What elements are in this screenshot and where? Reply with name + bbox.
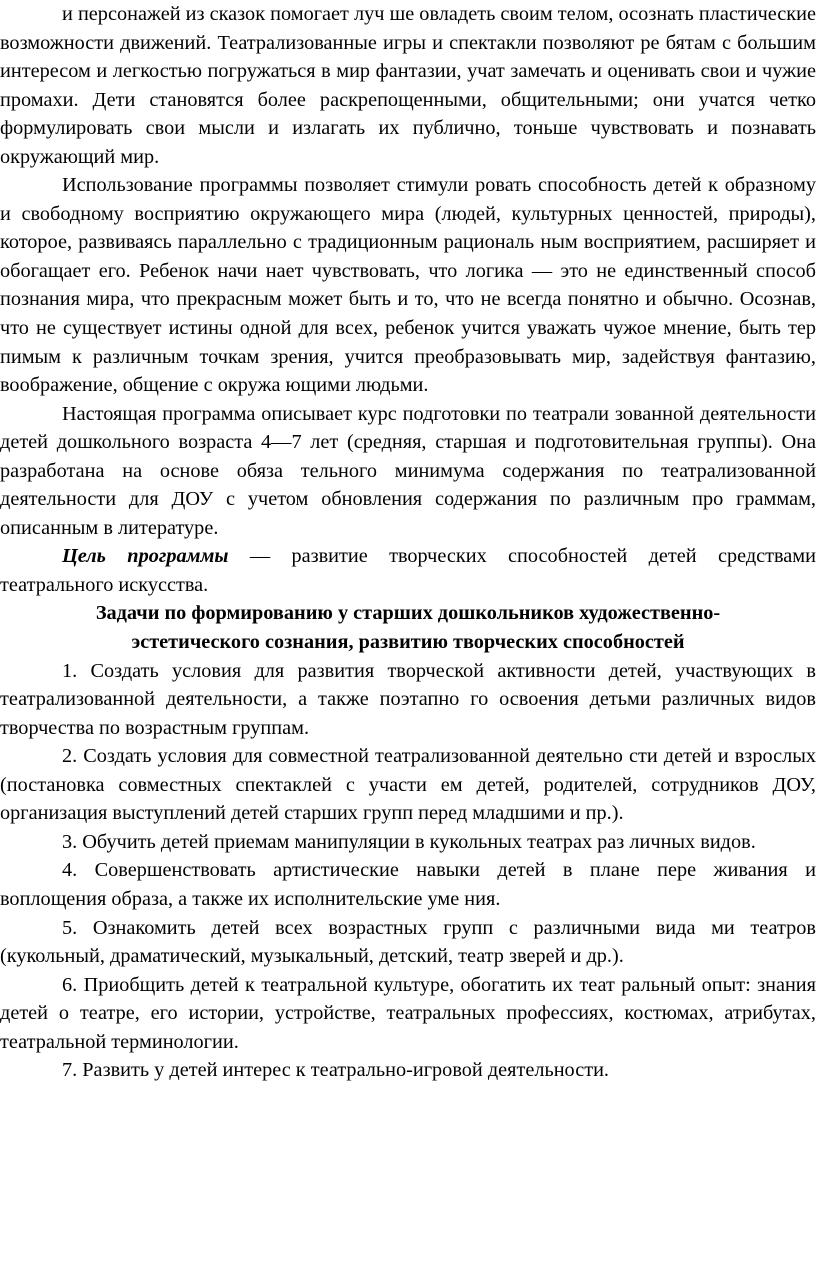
task-item-4: 4. Совершенствовать артистические навыки детей в плане пере живания и воплощения образа, а также их исполнительские уме ния. bbox=[0, 859, 816, 910]
task-item-3: 3. Обучить детей приемам манипуляции в кукольных театрах раз личных видов. bbox=[62, 830, 756, 853]
tasks-heading-line2: эстетического сознания, развитию творческих способностей bbox=[131, 631, 685, 654]
paragraph-program-course: Настоящая программа описывает курс подготовки по театрали зованной деятельности детей дошкольного возраста 4—7 лет (средняя, старшая и подготовительная группы). Она разработана на основе обяза тельного минимума содержания по театрализованной деятельности для ДОУ с учетом обновления содержания по различным про граммам, описанным в литературе. bbox=[0, 402, 816, 539]
task-item-7: 7. Развить у детей интерес к театрально-игровой деятельности. bbox=[62, 1059, 609, 1082]
paragraph-intro: и персонажей из сказок помогает луч ше овладеть своим телом, осознать пластические возможности движений. Театрализованные игры и спектакли позволяют ре бятам с большим интересом и легкостью погружаться в мир фантазии, учат замечать и оценивать свои и чужие промахи. Дети становятся более раскрепощенными, общительными; они учатся четко формулировать свои мысли и излагать их публично, тоньше чувствовать и познавать окружающий мир. bbox=[0, 3, 816, 168]
tasks-heading-line1: Задачи по формированию у старших дошкольников художественно- bbox=[95, 602, 721, 625]
goal-text: — развитие творческих способностей детей средствами театрального искусства. bbox=[0, 545, 816, 596]
paragraph-goal bbox=[0, 542, 816, 599]
task-item-1: 1. Создать условия для развития творческой активности детей, участвующих в театрализованной деятельности, а также поэтапно го освоения детьми различных видов творчества по возрастным группам. bbox=[0, 659, 816, 739]
task-item-5: 5. Ознакомить детей всех возрастных групп с различными вида ми театров (кукольный, драматический, музыкальный, детский, театр зверей и др.). bbox=[0, 916, 816, 968]
task-item-2: 2. Создать условия для совместной театрализованной деятельно сти детей и взрослых (постановка совместных спектаклей с участи ем детей, родителей, сотрудников ДОУ, организация выступлений детей старших групп перед младшими и пр.). bbox=[0, 745, 816, 825]
task-item-6: 6. Приобщить детей к театральной культуре, обогатить их теат ральный опыт: знания детей о театре, его истории, устройстве, театральных профессиях, костюмах, атрибутах, театральной терминологии. bbox=[0, 973, 816, 1053]
paragraph-program-use: Использование программы позволяет стимули ровать способность детей к образному и свободному восприятию окружающего мира (людей, культурных ценностей, природы), которое, развиваясь параллельно с традиционным рациональ ным восприятием, расширяет и обогащает его. Ребенок начи нает чувствовать, что логика — это не единственный способ познания мира, что прекрасным может быть и то, что не всегда понятно и обычно. Осознав, что не существует истины одной для всех, ребенок учится уважать чужое мнение, быть тер пимым к различным точкам зрения, учится преобразовывать мир, задействуя фантазию, воображение, общение с окружа ющими людьми. bbox=[0, 174, 816, 397]
tasks-heading bbox=[0, 599, 816, 656]
goal-label: Цель программы bbox=[62, 545, 229, 568]
